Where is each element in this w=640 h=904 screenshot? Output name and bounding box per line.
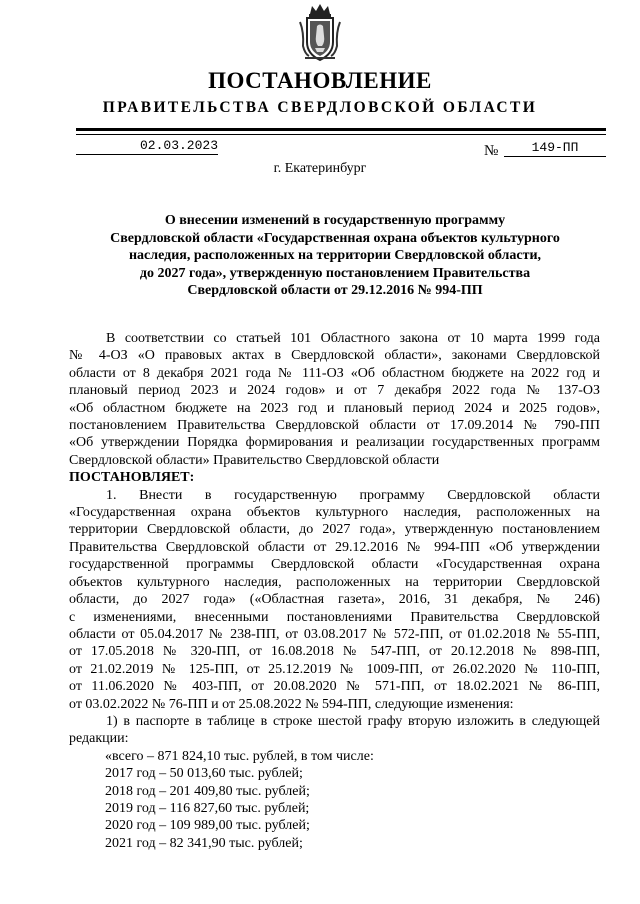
preamble-line: постановлением Правительства Свердловской области от 17.09.2014 № 790-ПП	[69, 418, 600, 434]
item1-line: области от 05.04.2017 № 238-ПП, от 03.08.2017 № 572-ПП, от 01.02.2018 № 55-ПП,	[69, 626, 600, 642]
document-date: 02.03.2023	[76, 138, 218, 155]
preamble-line: Свердловской области» Правительство Свердловской области	[69, 452, 440, 468]
item1-line: государственной программы Свердловской области «Государственная охрана	[69, 557, 600, 573]
document-heading	[70, 212, 600, 300]
item1-line: 1. Внести в государственную программу Свердловской области	[106, 487, 600, 503]
document-body	[69, 330, 600, 852]
coat-of-arms-icon	[297, 2, 343, 64]
budget-line: 2017 год – 50 013,60 тыс. рублей;	[105, 766, 303, 782]
header-rule-thin	[76, 134, 606, 135]
item1-line: объектов культурного наследия, расположенных на территории Свердловской	[69, 574, 600, 590]
budget-line: 2021 год – 82 341,90 тыс. рублей;	[105, 835, 303, 851]
item1-line: территории Свердловской области, до 2027 года», утвержденную постановлением	[69, 522, 600, 538]
preamble-line: плановый период 2023 и 2024 годов» и от 7 декабря 2022 года № 137-ОЗ	[69, 383, 600, 399]
number-sign: №	[484, 143, 499, 159]
preamble-line: «Об областном бюджете на 2023 год и плановый период 2024 и 2025 годов»,	[69, 400, 600, 416]
item1-line: от 21.02.2019 № 125-ПП, от 25.12.2019 № 1009-ПП, от 26.02.2020 № 110-ПП,	[69, 661, 600, 677]
document-number: 149-ПП	[504, 140, 606, 157]
item1-line: с изменениями, внесенными постановлениями Правительства Свердловской	[69, 609, 600, 625]
document-title: ПОСТАНОВЛЕНИЕ	[208, 68, 432, 93]
item1-line: «Государственная охрана объектов культурного наследия, расположенных на	[69, 505, 600, 521]
budget-line: «всего – 871 824,10 тыс. рублей, в том числе:	[105, 748, 374, 764]
resolves-label: ПОСТАНОВЛЯЕТ:	[69, 470, 195, 486]
heading-line: Свердловской области «Государственная охрана объектов культурного	[110, 230, 560, 246]
preamble-line: В соответствии со статьей 101 Областного закона от 10 марта 1999 года	[106, 331, 600, 346]
heading-line: наследия, расположенных на территории Свердловской области,	[128, 248, 542, 263]
preamble-line: № 4-ОЗ «О правовых актах в Свердловской области», законами Свердловской	[69, 348, 600, 364]
item1-line: от 17.05.2018 № 320-ПП, от 16.08.2018 № 547-ПП, от 20.12.2018 № 898-ПП,	[69, 644, 600, 660]
subitem1-line: редакции:	[69, 731, 129, 747]
item1-line: от 11.06.2020 № 403-ПП, от 20.08.2020 № 571-ПП, от 18.02.2021 № 86-ПП,	[69, 679, 600, 695]
header-rule-thick	[76, 128, 606, 131]
subitem1-line: 1) в паспорте в таблице в строке шестой графу вторую изложить в следующей	[106, 713, 600, 729]
issuing-authority: ПРАВИТЕЛЬСТВА СВЕРДЛОВСКОЙ ОБЛАСТИ	[102, 99, 538, 116]
item1-line: Правительства Свердловской области от 29.12.2016 № 994-ПП «Об утверждении	[69, 539, 600, 555]
budget-line: 2019 год – 116 827,60 тыс. рублей;	[105, 800, 310, 816]
heading-line: О внесении изменений в государственную программу	[164, 213, 506, 228]
budget-line: 2018 год – 201 409,80 тыс. рублей;	[105, 783, 310, 799]
heading-line: Свердловской области от 29.12.2016 № 994-ПП	[187, 283, 483, 298]
heading-line: до 2027 года», утвержденную постановлением Правительства	[139, 265, 531, 281]
budget-line: 2020 год – 109 989,00 тыс. рублей;	[105, 818, 310, 834]
preamble-line: «Об утверждении Порядка формирования и реализации государственных программ	[69, 435, 600, 451]
city: г. Екатеринбург	[273, 161, 367, 176]
item1-line: от 03.02.2022 № 76-ПП и от 25.08.2022 № 594-ПП, следующие изменения:	[69, 696, 514, 712]
preamble-line: области от 8 декабря 2021 года № 111-ОЗ «Об областном бюджете на 2022 год и	[69, 365, 600, 381]
item1-line: области, до 2027 года» («Областная газета», 2016, 31 декабря, № 246)	[69, 592, 600, 608]
